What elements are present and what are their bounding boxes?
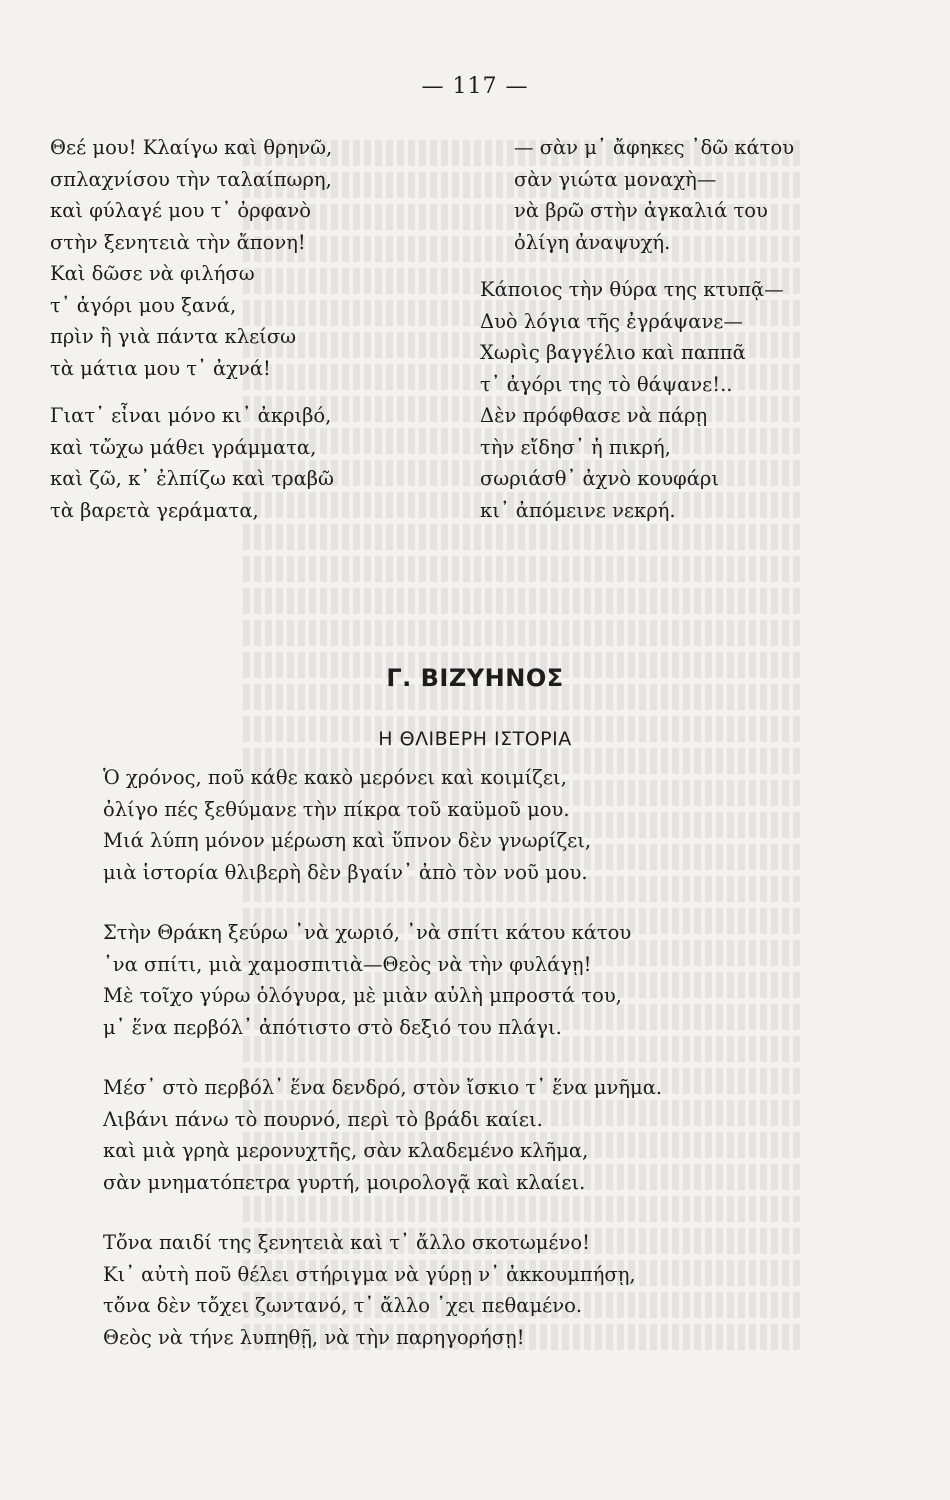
poem-line: πρὶν ἢ γιὰ πάντα κλείσω [50, 325, 297, 348]
poem-title: Η ΘΛΙΒΕΡΗ ΙΣΤΟΡΙΑ [378, 728, 572, 750]
author-heading: Γ. ΒΙΖΥΗΝΟΣ [386, 664, 564, 692]
stanza [480, 274, 794, 526]
poem-line: Θεὸς νὰ τήνε λυπηθῇ, νὰ τὴν παρηγορήσῃ! [103, 1325, 525, 1349]
poem-line: ᾿να σπίτι, μιὰ χαμοσπιτιὰ—Θεὸς νὰ τὴν φυλάγῃ! [103, 952, 592, 976]
stanza [103, 762, 662, 888]
poem-line: Μὲ τοῖχο γύρω ὁλόγυρα, μὲ μιὰν αὐλὴ μπροστά του, [103, 984, 622, 1007]
poem-line: τὰ βαρετὰ γεράματα, [50, 498, 259, 522]
poem-line: τ᾿ ἀγόρι μου ξανά, [50, 293, 237, 317]
poem-line: σὰν μνηματόπετρα γυρτή, μοιρολογᾷ καὶ κλαίει. [103, 1170, 586, 1194]
poem-line: Δὲν πρόφθασε νὰ πάρῃ [480, 404, 708, 427]
left-poem [50, 132, 334, 542]
poem-line: σὰν γιώτα μοναχὴ— [514, 167, 717, 191]
poem-line: Κάποιος τὴν θύρα της κτυπᾷ— [480, 278, 784, 301]
poem-line: μιὰ ἱστορία θλιβερὴ δὲν βγαίν᾿ ἀπὸ τὸν νοῦ μου. [103, 860, 588, 884]
poem-line: ὀλίγη ἀναψυχή. [514, 230, 671, 254]
poem-line: καὶ τὤχω μάθει γράμματα, [50, 435, 317, 459]
stanza [488, 132, 794, 258]
poem-line: Τὄνα παιδί της ξενητειὰ καὶ τ᾿ ἄλλο σκοτωμένο! [103, 1231, 590, 1254]
poem-line: τὴν εἴδησ᾿ ἡ πικρή, [480, 435, 671, 459]
poem-line: Καὶ δῶσε νὰ φιλήσω [50, 262, 255, 285]
stanza [103, 917, 662, 1043]
poem-line: στὴν ξενητειὰ τὴν ἄπονη! [50, 230, 306, 254]
poem-line: τὰ μάτια μου τ᾿ ἀχνά! [50, 356, 271, 380]
poem-line: Δυὸ λόγια τῆς ἐγράψανε— [480, 309, 743, 333]
main-poem [103, 762, 662, 1382]
poem-line: Θεέ μου! Κλαίγω καὶ θρηνῶ, [50, 136, 333, 159]
poem-line: σωριάσθ᾿ ἀχνὸ κουφάρι [480, 467, 719, 490]
poem-line: Μέσ᾿ στὸ περβόλ᾿ ἕνα δενδρό, στὸν ἴσκιο τ᾿ ἕνα μνῆμα. [103, 1076, 663, 1099]
poem-line: σπλαχνίσου τὴν ταλαίπωρη, [50, 167, 332, 191]
poem-line: ὀλίγο πές ξεθύμανε τὴν πίκρα τοῦ καϋμοῦ μου. [103, 797, 570, 821]
page-number: — 117 — [421, 74, 529, 99]
poem-line: Χωρὶς βαγγέλιο καὶ παππᾶ [480, 341, 746, 364]
poem-line: Γιατ᾿ εἶναι μόνο κι᾿ ἀκριβό, [50, 404, 332, 427]
stanza [50, 132, 334, 384]
poem-line: μ᾿ ἕνα περβόλ᾿ ἀπότιστο στὸ δεξιό του πλάγι. [103, 1015, 562, 1039]
stanza [103, 1227, 662, 1353]
poem-line: Κι᾿ αὐτὴ ποῦ θέλει στήριγμα νὰ γύρῃ ν᾿ ἀκκουμπήσῃ, [103, 1262, 636, 1286]
poem-line: Λιβάνι πάνω τὸ πουρνό, περὶ τὸ βράδι καίει. [103, 1107, 543, 1131]
stanza [50, 400, 334, 526]
poem-line: Στὴν Θράκη ξεύρω ᾿νὰ χωριό, ᾿νὰ σπίτι κάτου κάτου [103, 921, 632, 944]
poem-line: κι᾿ ἀπόμεινε νεκρή. [480, 498, 676, 522]
stanza [103, 1072, 662, 1198]
right-poem [480, 132, 795, 542]
poem-line: Μιά λύπη μόνον μέρωση καὶ ὕπνον δὲν γνωρίζει, [103, 829, 592, 852]
poem-line: τὄνα δὲν τὄχει ζωντανό, τ᾿ ἄλλο ᾿χει πεθαμένο. [103, 1294, 583, 1317]
poem-line: — σὰν μ᾿ ἄφηκες ᾿δῶ κάτου [514, 136, 795, 159]
poem-line: νὰ βρῶ στὴν ἀγκαλιά του [514, 199, 768, 222]
poem-line: καὶ μιὰ γρηὰ μερονυχτῆς, σὰν κλαδεμένο κλῆμα, [103, 1139, 589, 1162]
poem-line: καὶ φύλαγέ μου τ᾿ ὀρφανὸ [50, 199, 312, 222]
poem-line: Ὁ χρόνος, ποῦ κάθε κακὸ μερόνει καὶ κοιμίζει, [103, 766, 567, 789]
poem-line: τ᾿ ἀγόρι της τὸ θάψανε!.. [480, 372, 733, 396]
poem-line: καὶ ζῶ, κ᾿ ἐλπίζω καὶ τραβῶ [50, 467, 334, 490]
